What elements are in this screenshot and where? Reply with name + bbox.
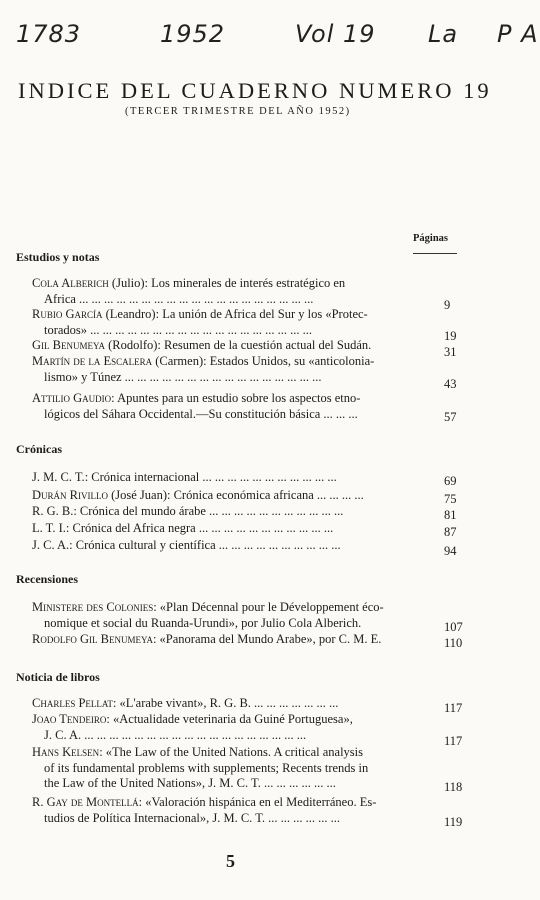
entry-title: : «L'arabe vivant», R. G. B. ... ... ... ... ... ... ... [112, 696, 339, 710]
entry-page: 107 [444, 620, 463, 634]
entry-page: 117 [444, 734, 463, 748]
entry-author: R. Gay de Montellá [32, 795, 139, 809]
toc-entry[interactable] [32, 488, 464, 504]
pages-column-header: Páginas [413, 233, 449, 244]
entry-page: 81 [444, 508, 457, 522]
handwritten-note-4: La [428, 20, 459, 48]
entry-title: : «Valoración hispánica en el Mediterráneo. Es- [138, 795, 377, 809]
entry-continuation: tudios de Política Internacional», J. M. C. T. ... ... ... ... ... ... [44, 810, 341, 825]
entry-title: : Crónica internacional ... ... ... ... ... ... ... ... ... ... ... [84, 470, 337, 484]
section-title-recensiones: Recensiones [16, 572, 78, 586]
toc-entry[interactable] [32, 276, 464, 307]
entry-title: (Rodolfo): Resumen de la cuestión actual del Sudán. [104, 338, 372, 352]
handwritten-note-3: Vol 19 [295, 20, 376, 48]
entry-page: 75 [444, 492, 457, 506]
pages-header-rule [413, 253, 457, 254]
toc-entry[interactable] [32, 470, 464, 486]
toc-entry[interactable] [32, 504, 464, 520]
entry-author: Cola Alberich [32, 276, 109, 290]
entry-author: Rodolfo Gil Benumeya [32, 632, 153, 646]
entry-author: Martín de la Escalera [32, 354, 153, 368]
entry-title: : Crónica del Africa negra ... ... ... ... ... ... ... ... ... ... ... [65, 521, 334, 535]
entry-author: Joao Tendeiro [32, 712, 107, 726]
entry-title: : «Plan Décennal pour le Développement éco- [153, 600, 384, 614]
entry-page: 118 [444, 780, 463, 794]
entry-continuation: Africa ... ... ... ... ... ... ... ... ... ... ... ... ... ... ... ... ... ... ... [44, 291, 314, 306]
entry-title: : Crónica del mundo árabe ... ... ... ... ... ... ... ... ... ... ... [73, 504, 344, 518]
entry-page: 43 [444, 377, 457, 391]
toc-entry[interactable] [32, 521, 464, 537]
entry-author: Durán Rivillo [32, 488, 108, 502]
toc-entry[interactable] [32, 696, 464, 712]
entry-title: : «Actualidade veterinaria da Guiné Portuguesa», [106, 712, 353, 726]
entry-continuation: nomique et social du Ruanda-Urundi», por Julio Cola Alberich. [44, 615, 362, 630]
entry-author: Gil Benumeya [32, 338, 105, 352]
toc-entry[interactable] [32, 632, 464, 648]
entry-continuation: the Law of the United Nations», J. M. C. T. ... ... ... ... ... ... [44, 776, 336, 790]
entry-title: : Apuntes para un estudio sobre los aspectos etno- [111, 391, 361, 405]
entry-title: (Leandro): La unión de Africa del Sur y los «Protec- [102, 307, 368, 321]
page-number: 5 [226, 851, 235, 871]
entry-author: J. M. C. T. [32, 470, 85, 484]
entry-title: (José Juan): Crónica económica africana ... ... ... ... [107, 488, 364, 502]
entry-title: (Julio): Los minerales de interés estratégico en [108, 276, 346, 290]
toc-entry[interactable] [32, 600, 464, 631]
entry-title: : «The Law of the United Nations. A critical analysis [99, 745, 364, 759]
toc-entry[interactable] [32, 338, 464, 354]
toc-entry[interactable] [32, 391, 464, 422]
entry-author: R. G. B. [32, 504, 74, 518]
handwritten-note-2: 1952 [160, 20, 226, 48]
entry-author: L. T. I. [32, 521, 66, 535]
entry-author: Ministere des Colonies [32, 600, 154, 614]
entry-author: Attilio Gaudio [32, 391, 112, 405]
entry-continuation: lismo» y Túnez ... ... ... ... ... ... ... ... ... ... ... ... ... ... ... ... [44, 369, 322, 384]
entry-author: J. C. A. [32, 538, 70, 552]
entry-page: 87 [444, 525, 457, 539]
entry-page: 19 [444, 329, 457, 343]
entry-continuation: torados» ... ... ... ... ... ... ... ... ... ... ... ... ... ... ... ... ... ... [44, 322, 313, 337]
handwritten-note-5: P A [497, 20, 539, 48]
section-title-cronicas: Crónicas [16, 442, 62, 456]
entry-page: 69 [444, 474, 457, 488]
entry-author: Rubio García [32, 307, 103, 321]
entry-title: : «Panorama del Mundo Arabe», por C. M. E. [152, 632, 382, 646]
toc-entry[interactable] [32, 307, 464, 338]
entry-title: : Crónica cultural y científica ... ... ... ... ... ... ... ... ... ... [69, 538, 341, 552]
entry-page: 57 [444, 410, 457, 424]
entry-author: Charles Pellat [32, 696, 113, 710]
handwritten-note-1: 1783 [16, 20, 82, 48]
entry-page: 94 [444, 544, 457, 558]
section-title-estudios: Estudios y notas [16, 250, 100, 264]
toc-entry[interactable] [32, 538, 464, 554]
page-title: INDICE DEL CUADERNO NUMERO 19 [18, 78, 492, 103]
entry-title: (Carmen): Estados Unidos, su «anticolonia- [152, 354, 375, 368]
toc-entry[interactable] [32, 745, 464, 792]
entry-page: 31 [444, 345, 457, 359]
entry-continuation: J. C. A. ... ... ... ... ... ... ... ... ... ... ... ... ... ... ... ... ... ... [44, 727, 307, 742]
entry-page: 9 [444, 298, 451, 312]
entry-page: 110 [444, 636, 463, 650]
toc-entry[interactable] [32, 712, 464, 743]
entry-page: 117 [444, 701, 463, 715]
entry-continuation: lógicos del Sáhara Occidental.—Su constitución básica ... ... ... [44, 406, 358, 421]
entry-continuation: of its fundamental problems with supplements; Recents trends in [44, 760, 369, 775]
page-subtitle: (TERCER TRIMESTRE DEL AÑO 1952) [125, 106, 351, 117]
entry-author: Hans Kelsen [32, 745, 100, 759]
section-title-noticia: Noticia de libros [16, 670, 100, 684]
toc-entry[interactable] [32, 354, 464, 385]
entry-page: 119 [444, 815, 463, 829]
toc-entry[interactable] [32, 795, 464, 826]
